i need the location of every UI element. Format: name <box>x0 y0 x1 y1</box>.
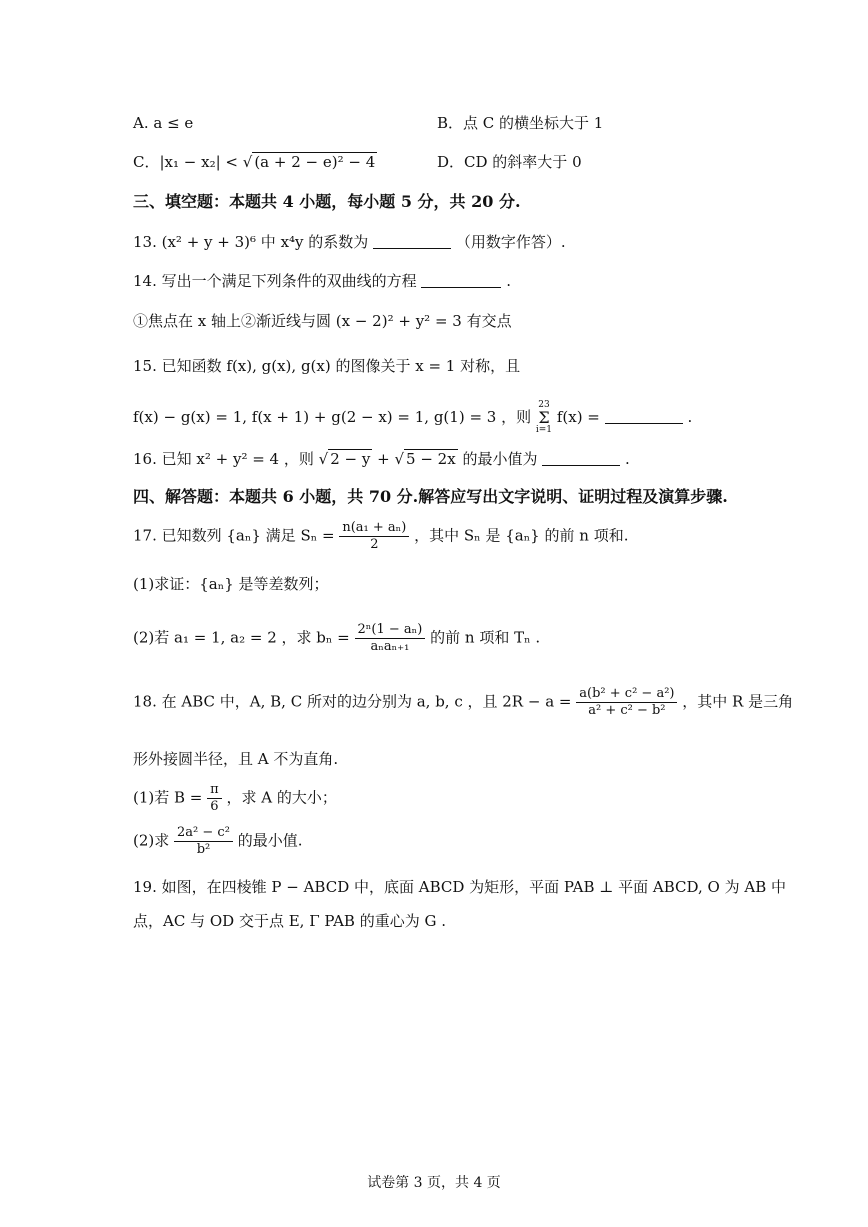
question-17 <box>133 520 628 560</box>
q15-line2 <box>133 400 692 434</box>
q15-conditions: f(x) − g(x) = 1, f(x + 1) + g(2 − x) = 1, g(1) = 3 ，则 <box>133 408 532 426</box>
option-d: D．CD 的斜率大于 0 <box>437 153 582 171</box>
q18-p1-den: 6 <box>210 799 219 814</box>
q13-text: 13. (x² + y + 3)⁶ 中 x⁴y 的系数为 <box>133 233 369 251</box>
q16-end: . <box>625 450 630 468</box>
q18-text-end: ，其中 R 是三角 <box>682 692 794 711</box>
q18-p2-text: (2)求 <box>133 831 170 850</box>
q18-p2-num: 2a² − c² <box>174 825 233 842</box>
q15-sum-symbol: Σ <box>538 408 550 427</box>
q18-p1-end: ，求 A 的大小； <box>226 788 337 807</box>
option-c: C．|x₁ − x₂| < √ (a + 2 − e)² − 4 <box>133 153 376 171</box>
question-14 <box>133 270 511 292</box>
q17-text-end: ，其中 Sₙ 是 {aₙ} 的前 n 项和. <box>414 526 629 545</box>
q18-p2-end: 的最小值. <box>237 831 303 850</box>
page-footer: 试卷第 3 页，共 4 页 <box>367 1175 501 1191</box>
q17-frac-num: n(a₁ + aₙ) <box>339 520 409 537</box>
section3-heading: 三、填空题：本题共 4 小题，每小题 5 分，共 20 分. <box>133 192 521 211</box>
q15-line1: 15. 已知函数 f(x), g(x), g(x) 的图像关于 x = 1 对称，且 <box>133 357 521 375</box>
q14-answer-blank[interactable] <box>421 271 501 288</box>
q17-p2-end: 的前 n 项和 Tₙ . <box>430 628 541 647</box>
q18-fraction <box>576 686 677 719</box>
q18-line2: 形外接圆半径，且 A 不为直角. <box>133 750 339 768</box>
q19-line2: 点，AC 与 OD 交于点 E, Γ PAB 的重心为 G . <box>133 912 446 930</box>
q18-p1-num: π <box>207 782 222 799</box>
q17-part2 <box>133 622 540 666</box>
q18-part1 <box>133 782 337 822</box>
q14-conditions: ①焦点在 x 轴上②渐近线与圆 (x − 2)² + y² = 3 有交点 <box>133 312 512 330</box>
option-a: A. a ≤ e <box>133 114 194 132</box>
q17-p2-fraction <box>355 622 426 655</box>
q18-p2-den: b² <box>196 842 211 857</box>
q18-part2 <box>133 825 302 865</box>
q18-text: 18. 在 ABC 中，A, B, C 所对的边分别为 a, b, c ，且 2R − a = <box>133 692 572 711</box>
q16-answer-blank[interactable] <box>542 449 620 466</box>
question-16: 16. 已知 x² + y² = 4 ，则 √ 2 − y + √ 5 − 2x 的最小值为 . <box>133 450 630 468</box>
q15-fx: f(x) = <box>556 408 600 426</box>
q16-plus: + <box>377 450 395 468</box>
q15-sum-bottom: i=1 <box>535 425 553 435</box>
q18-p1-fraction <box>207 782 222 815</box>
q18-frac-den: a² + c² − b² <box>588 703 666 718</box>
q17-part1: (1)求证：{aₙ} 是等差数列； <box>133 575 329 593</box>
q17-frac-den: 2 <box>370 537 379 552</box>
q15-end: . <box>687 408 693 426</box>
q17-text: 17. 已知数列 {aₙ} 满足 Sₙ = <box>133 526 335 545</box>
q18-p1-text: (1)若 B = <box>133 788 203 807</box>
option-b: B．点 C 的横坐标大于 1 <box>437 114 604 132</box>
option-c-radicand: (a + 2 − e)² − 4 <box>254 153 376 171</box>
q19-line1: 19. 如图，在四棱锥 P − ABCD 中，底面 ABCD 为矩形，平面 PAB ⊥ 平面 ABCD, O 为 AB 中 <box>133 878 787 896</box>
q13-answer-blank[interactable] <box>373 232 451 249</box>
q17-p2-num: 2ⁿ(1 − aₙ) <box>355 622 426 639</box>
q16-mid: 的最小值为 <box>462 450 538 468</box>
option-c-prefix: C．|x₁ − x₂| < <box>133 153 238 171</box>
q17-p2-text: (2)若 a₁ = 1, a₂ = 2 ，求 bₙ = <box>133 628 350 647</box>
q16-radical-2: 5 − 2x <box>406 450 456 468</box>
q14-end: . <box>506 272 511 290</box>
q18-frac-num: a(b² + c² − a²) <box>576 686 677 703</box>
section4-heading: 四、解答题：本题共 6 小题，共 70 分.解答应写出文字说明、证明过程及演算步骤. <box>133 487 728 506</box>
q15-answer-blank[interactable] <box>605 407 683 424</box>
q18-p2-fraction <box>174 825 233 858</box>
question-18 <box>133 686 793 730</box>
q15-sum-top: 23 <box>538 400 550 410</box>
q16-radical-1: 2 − y <box>330 450 371 468</box>
q13-note: （用数字作答）. <box>455 233 566 251</box>
q16-text: 16. 已知 x² + y² = 4 ，则 <box>133 450 314 468</box>
q14-text: 14. 写出一个满足下列条件的双曲线的方程 <box>133 272 417 290</box>
q17-p2-den: aₙaₙ₊₁ <box>370 639 410 654</box>
q17-fraction <box>339 520 409 553</box>
q15-summation <box>536 400 552 436</box>
question-13 <box>133 231 566 253</box>
